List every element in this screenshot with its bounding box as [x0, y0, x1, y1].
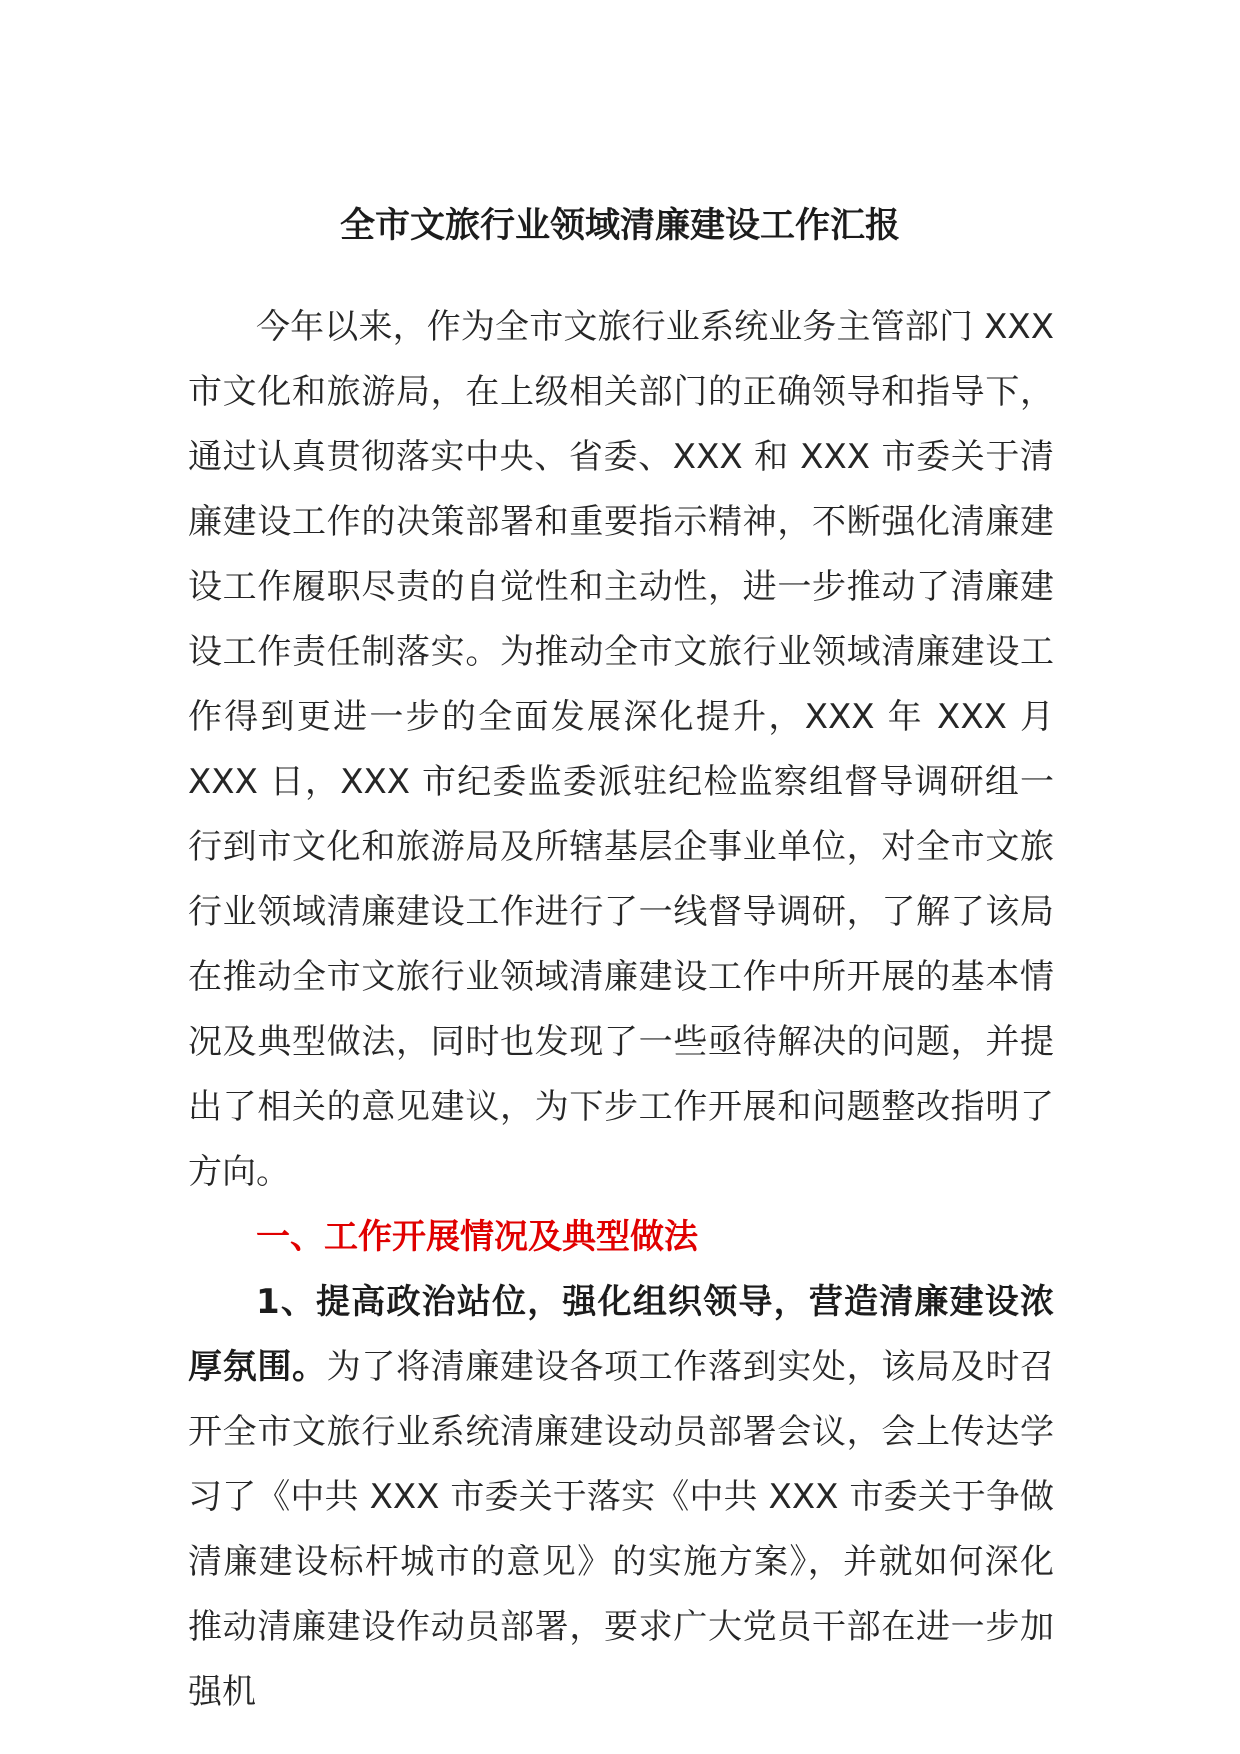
section-item-paragraph — [188, 1270, 1054, 1725]
document-body — [188, 295, 1054, 1725]
document-title: 全市文旅行业领域清廉建设工作汇报 — [339, 206, 900, 246]
section-item-lead: 1、提高政治站位，强化组织领导，营造清廉建设浓厚氛围。 — [188, 1282, 1054, 1387]
section-heading: 一、工作开展情况及典型做法 — [256, 1217, 698, 1257]
section-item-body: 为了将清廉建设各项工作落到实处，该局及时召开全市文旅行业系统清廉建设动员部署会议，会上传达学习了《中共 XXX 市委关于落实《中共 XXX 市委关于争做清廉建设标杆城市的意见》的实施方案》，并就如何深化推动清廉建设作动员部署，要求广大党员干部在进一步加强机 — [188, 1347, 1055, 1712]
intro-paragraph: 今年以来，作为全市文旅行业系统业务主管部门 XXX 市文化和旅游局，在上级相关部门的正确领导和指导下，通过认真贯彻落实中央、省委、XXX 和 XXX 市委关于清廉建设工作的决策部署和重要指示精神，不断强化清廉建设工作履职尽责的自觉性和主动性，进一步推动了清廉建设工作责任制落实。为推动全市文旅行业领域清廉建设工作得到更进一步的全面发展深化提升，XXX 年 XXX 月 XXX 日，XXX 市纪委监委派驻纪检监察组督导调研组一行到市文化和旅游局及所辖基层企事业单位，对全市文旅行业领域清廉建设工作进行了一线督导调研，了解了该局在推动全市文旅行业领域清廉建设工作中所开展的基本情况及典型做法，同时也发现了一些亟待解决的问题，并提出了相关的意见建议，为下步工作开展和问题整改指明了方向。 — [188, 307, 1054, 1192]
